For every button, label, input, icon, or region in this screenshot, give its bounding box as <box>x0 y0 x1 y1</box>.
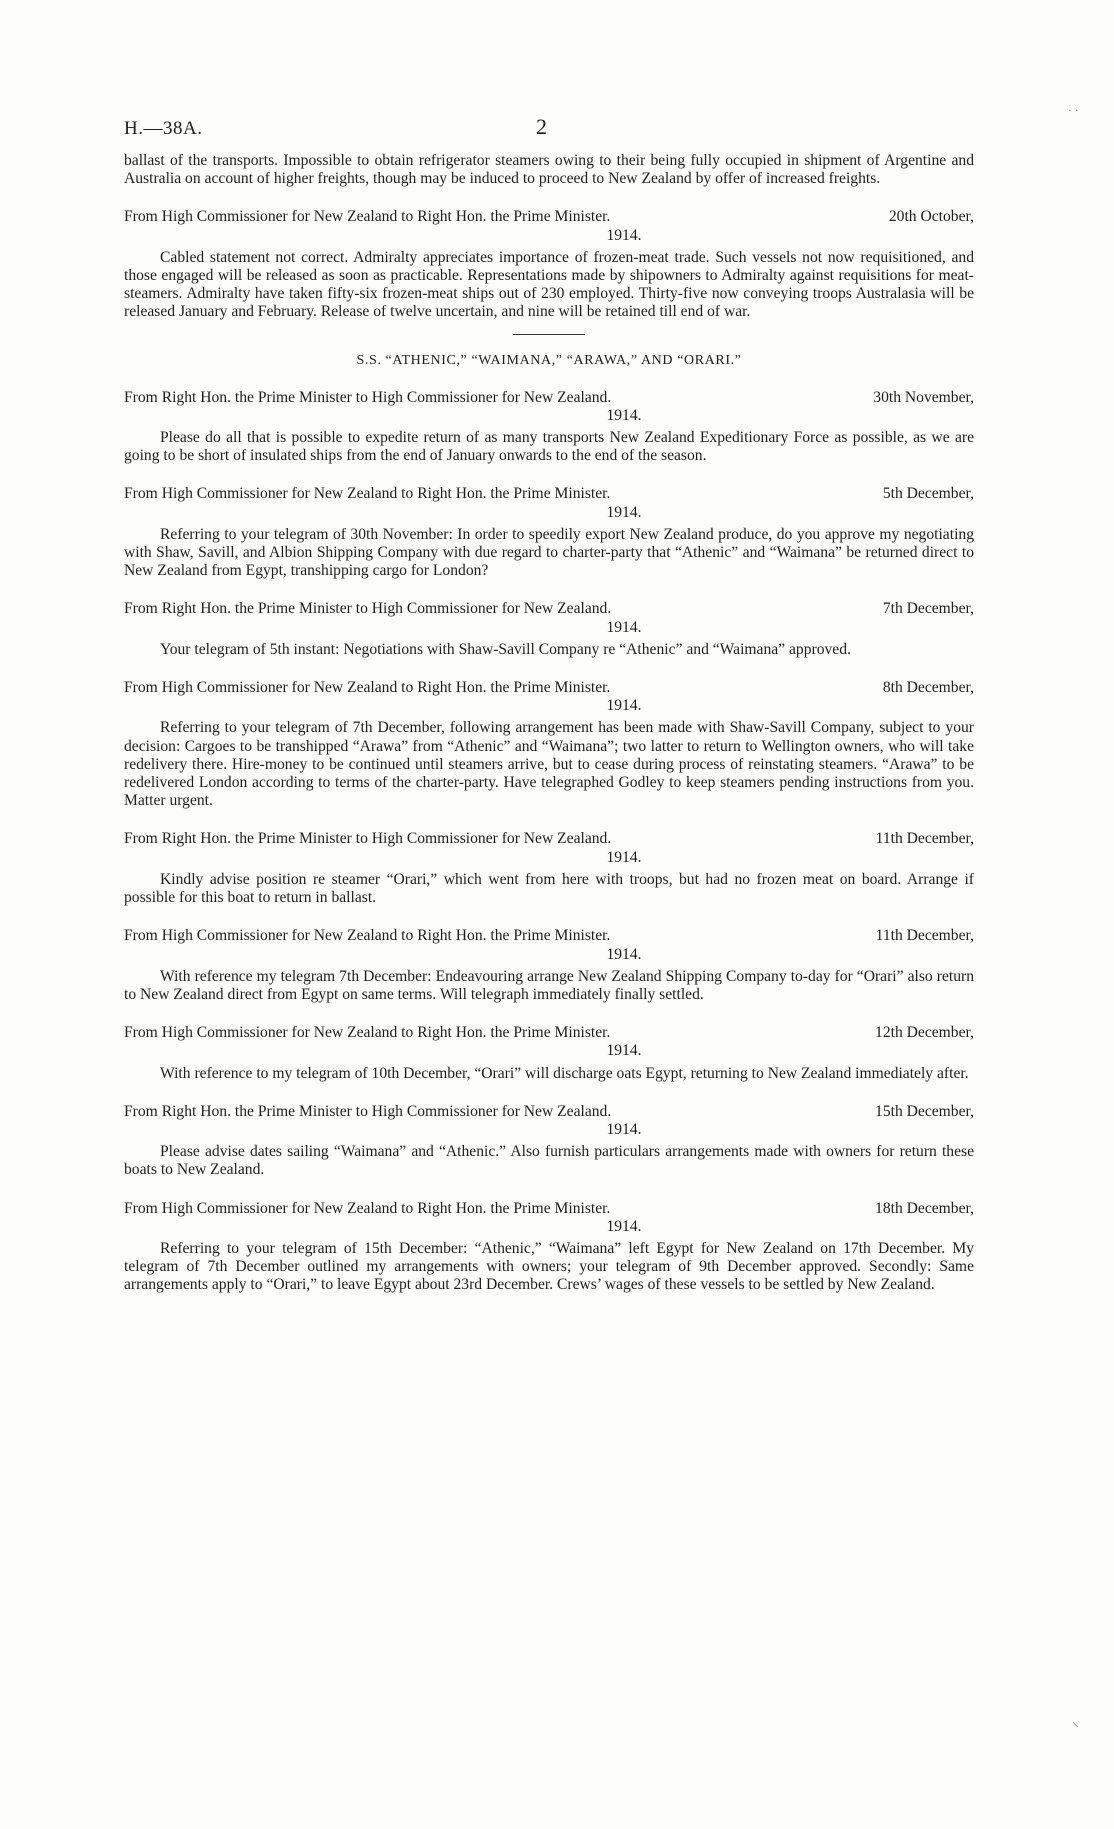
intro-paragraph: ballast of the transports. Impossible to obtain refrigerator steamers owing to their being fully occupied in shipment of Argentine and Australia on account of higher freights, though may be induced to proceed to New Zealand by offer of increased freights. <box>124 152 974 188</box>
entry-prelude <box>124 208 974 321</box>
section-divider <box>513 334 585 335</box>
entry-body: Referring to your telegram of 15th December: “Athenic,” “Waimana” left Egypt for New Zealand on 17th December. My telegram of 7th December outlined my arrangements with owners; your telegram of 9th December approved. Secondly: Same arrangements apply to “Orari,” to leave Egypt about 23rd December. Crews’ wages of these vessels to be settled by New Zealand. <box>124 1239 974 1294</box>
entry-year: 1914. <box>606 226 642 244</box>
entry-year: 1914. <box>606 503 642 521</box>
document-page <box>124 112 974 1295</box>
entry-date: 20th October, <box>888 208 974 226</box>
entry-from-line <box>124 208 974 226</box>
telegram-entry <box>124 1024 974 1083</box>
entry-from-line <box>124 927 974 945</box>
entry-date: 15th December, <box>875 1102 974 1120</box>
entry-body: Kindly advise position re steamer “Orari,” which went from here with troops, but had no frozen meat on board. Arrange if possible for this boat to return in ballast. <box>124 870 974 907</box>
entry-body: Please do all that is possible to expedite return of as many transports New Zealand Expeditionary Force as possible, as we are going to be short of insulated ships from the end of January onwards to the end of the season. <box>124 429 974 465</box>
telegram-entry <box>124 927 974 1004</box>
entry-from-text: From Right Hon. the Prime Minister to High Commissioner for New Zealand. <box>124 830 612 848</box>
entry-year: 1914. <box>606 406 642 424</box>
entry-year: 1914. <box>606 1042 642 1060</box>
scan-speck: · · <box>1068 104 1079 117</box>
entry-from-line <box>124 830 974 848</box>
entry-from-text: From Right Hon. the Prime Minister to High Commissioner for New Zealand. <box>124 1102 612 1120</box>
telegram-entry <box>124 389 974 466</box>
entry-date: 11th December, <box>875 830 974 848</box>
telegram-entry <box>124 600 974 659</box>
entry-from-text: From Right Hon. the Prime Minister to High Commissioner for New Zealand. <box>124 600 612 618</box>
entry-body: With reference my telegram 7th December: Endeavouring arrange New Zealand Shipping Company to-day for “Orari” also return to New Zealand direct from Egypt on same terms. Will telegraph immediately finally settled. <box>124 967 974 1003</box>
entry-body: Your telegram of 5th instant: Negotiations with Shaw-Savill Company re “Athenic” and “Waimana” approved. <box>160 640 851 658</box>
entry-body: Please advise dates sailing “Waimana” and “Athenic.” Also furnish particulars arrangements made with owners for return these boats to New Zealand. <box>124 1143 974 1179</box>
entry-year: 1914. <box>606 1120 642 1138</box>
entry-date: 7th December, <box>882 600 974 618</box>
entry-from-text: From High Commissioner for New Zealand to Right Hon. the Prime Minister. <box>124 208 611 226</box>
telegram-entry <box>124 1103 974 1180</box>
entry-from-text: From High Commissioner for New Zealand to Right Hon. the Prime Minister. <box>124 679 611 697</box>
entry-from-text: From Right Hon. the Prime Minister to High Commissioner for New Zealand. <box>124 388 612 406</box>
entry-body: Referring to your telegram of 7th December, following arrangement has been made with Shaw-Savill Company, subject to your decision: Cargoes to be transhipped “Arawa” from “Athenic” and “Waimana”; two latter to return to Wellington owners, who will take redelivery there. Hire-money to be continued until steamers arrive, but to cease during process of reinstating steamers. “Arawa” to be redelivered London according to terms of the charter-party. Have telegraphed Godley to keep steamers pending instructions from you. Matter urgent. <box>124 719 974 810</box>
telegram-entries <box>124 389 974 1295</box>
entry-year: 1914. <box>606 848 642 866</box>
telegram-entry <box>124 830 974 907</box>
page-header <box>124 112 974 152</box>
entry-date: 12th December, <box>875 1024 974 1042</box>
entry-from-text: From High Commissioner for New Zealand to Right Hon. the Prime Minister. <box>124 485 611 503</box>
entry-from-line <box>124 1200 974 1218</box>
entry-from-line <box>124 485 974 503</box>
entry-from-text: From High Commissioner for New Zealand to Right Hon. the Prime Minister. <box>124 1199 611 1217</box>
entry-year: 1914. <box>606 1217 642 1235</box>
entry-from-line <box>124 389 974 407</box>
entry-body: Referring to your telegram of 30th November: In order to speedily export New Zealand produce, do you approve my negotiating with Shaw, Savill, and Albion Shipping Company with due regard to charter-party that “Athenic” and “Waimana” be returned direct to New Zealand from Egypt, transhipping cargo for London? <box>124 525 974 580</box>
telegram-entry <box>124 1200 974 1295</box>
telegram-entry <box>124 679 974 810</box>
entry-from-text: From High Commissioner for New Zealand to Right Hon. the Prime Minister. <box>124 1024 611 1042</box>
entry-date: 8th December, <box>882 679 974 697</box>
scan-speck: ⸌ <box>1072 1720 1079 1736</box>
entry-from-text: From High Commissioner for New Zealand to Right Hon. the Prime Minister. <box>124 927 611 945</box>
entry-date: 5th December, <box>882 485 974 503</box>
entry-body: With reference to my telegram of 10th December, “Orari” will discharge oats Egypt, returning to New Zealand immediately after. <box>160 1064 969 1082</box>
entry-from-line <box>124 1024 974 1042</box>
document-reference: H.—38A. <box>124 118 203 139</box>
entry-body: Cabled statement not correct. Admiralty appreciates importance of frozen-meat trade. Such vessels not now requisitioned, and those engaged will be released as soon as practicable. Representations made by shipowners to Admiralty against requisitions for meat-steamers. Admiralty have taken fifty-six frozen-meat ships out of 230 employed. Thirty-five now conveying troops Australasia will be released January and February. Release of twelve uncertain, and nine will be retained till end of war. <box>124 248 974 321</box>
entry-from-line <box>124 600 974 618</box>
entry-date: 18th December, <box>875 1199 974 1217</box>
entry-date: 11th December, <box>875 927 974 945</box>
entry-year: 1914. <box>606 697 642 715</box>
entry-year: 1914. <box>606 618 642 636</box>
page-number: 2 <box>536 114 547 139</box>
section-title: S.S. “ATHENIC,” “WAIMANA,” “ARAWA,” AND “ORARI.” <box>356 352 742 368</box>
entry-date: 30th November, <box>873 388 974 406</box>
entry-from-line <box>124 679 974 697</box>
telegram-entry <box>124 485 974 580</box>
entry-year: 1914. <box>606 945 642 963</box>
entry-from-line <box>124 1103 974 1121</box>
